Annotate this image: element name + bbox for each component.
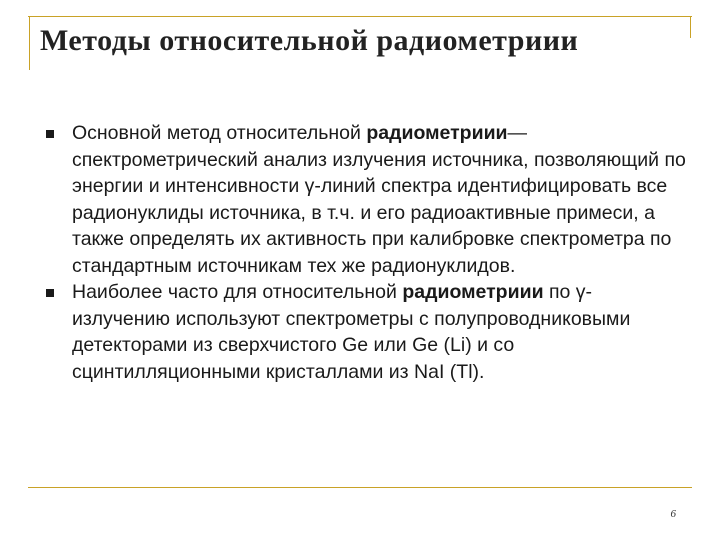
bullet-item	[46, 279, 686, 385]
bullet-text-bold: радиометриии	[366, 122, 508, 144]
square-bullet-icon	[46, 130, 54, 138]
slide-title: Методы относительной радиометриии	[40, 24, 579, 57]
bullet-text-pre: Наиболее часто для относительной	[72, 281, 403, 303]
bullet-text	[72, 120, 686, 279]
page-number: 6	[670, 508, 676, 520]
bullet-text-pre: Основной метод относительной	[72, 122, 367, 144]
frame-line-bottom	[28, 487, 692, 488]
square-bullet-icon	[46, 289, 54, 297]
bullet-list	[46, 120, 686, 385]
bullet-text	[72, 279, 686, 385]
bullet-text-post: по γ-излучению используют спектрометры с полупроводниковыми детекторами из сверхчистого Ge или Ge (Li) и со сцинтилляционными кристаллами из NaI (Tl).	[72, 281, 631, 383]
frame-line-top	[28, 16, 692, 17]
frame-line-right	[690, 16, 691, 38]
bullet-text-post: — спектрометрический анализ излучения источника, позволяющий по энергии и интенсивности γ-линий спектра идентифицировать все радионуклиды источника, в т.ч. и его радиоактивные примеси, а также определять их активность при калибровке спектрометра по стандартным источникам тех же радионуклидов.	[72, 122, 686, 277]
frame-line-left	[29, 16, 30, 70]
bullet-item	[46, 120, 686, 279]
bullet-text-bold: радиометриии	[402, 281, 544, 303]
